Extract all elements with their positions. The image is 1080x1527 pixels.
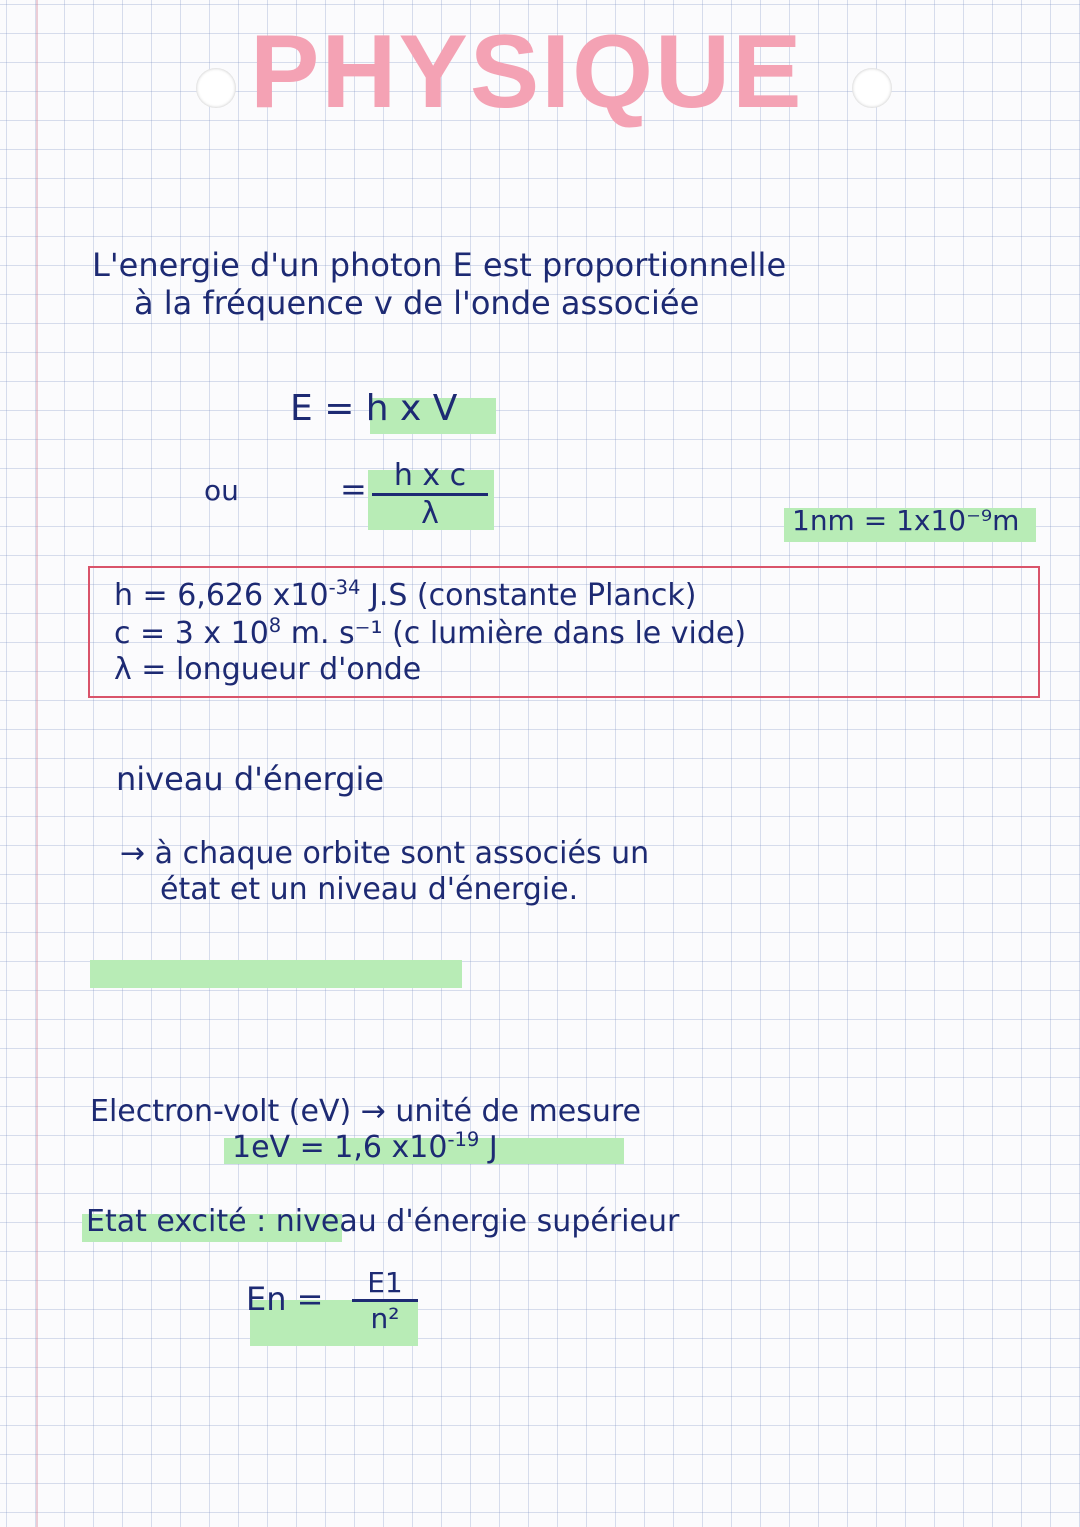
formula-alt-equals: = xyxy=(340,470,367,508)
unit-conversion: 1nm = 1x10⁻⁹m xyxy=(792,504,1020,537)
electron-volt-unit: J xyxy=(479,1130,498,1165)
electron-volt-definition: Electron-volt (eV) → unité de mesure xyxy=(90,1094,642,1129)
constant-c-exponent: 8 xyxy=(268,614,282,637)
page-title: PHYSIQUE xyxy=(250,14,804,130)
formula-alt-label: ou xyxy=(204,474,239,507)
excited-formula-denominator: n² xyxy=(370,1302,400,1335)
excited-definition: : niveau d'énergie supérieur xyxy=(246,1204,680,1239)
intro-line-2: à la fréquence v de l'onde associée xyxy=(134,284,700,322)
constant-c-desc: m. s⁻¹ (c lumière dans le vide) xyxy=(281,616,747,651)
excited-formula-lhs: En = xyxy=(246,1280,324,1318)
energy-level-line-1: → à chaque orbite sont associés un xyxy=(120,836,650,871)
electron-volt-value xyxy=(232,1128,498,1165)
section-energy-level-heading: niveau d'énergie xyxy=(116,760,385,798)
punch-hole-right xyxy=(852,68,892,108)
formula-alt-denominator: λ xyxy=(421,496,439,531)
constant-h xyxy=(114,576,696,613)
highlight-fundamental-term xyxy=(90,960,462,988)
constant-h-exponent: -34 xyxy=(328,576,361,599)
electron-volt-base: 1eV = 1,6 x10 xyxy=(232,1130,448,1165)
constant-lambda: λ = longueur d'onde xyxy=(114,652,422,687)
constant-h-desc: J.S (constante Planck) xyxy=(360,578,697,613)
electron-volt-exponent: -19 xyxy=(447,1128,480,1151)
punch-hole-left xyxy=(196,68,236,108)
excited-term: Etat excité xyxy=(86,1204,247,1239)
constant-c xyxy=(114,614,746,651)
formula-main: E = h x V xyxy=(290,388,458,429)
constant-h-value: h = 6,626 x10 xyxy=(114,578,329,613)
formula-alt-numerator: h x c xyxy=(372,458,488,496)
formula-alt-fraction xyxy=(372,458,488,531)
energy-level-line-2: état et un niveau d'énergie. xyxy=(160,872,579,907)
excited-formula-numerator: E1 xyxy=(352,1266,418,1302)
intro-line-1: L'energie d'un photon E est proportionnelle xyxy=(92,246,787,284)
excited-formula-fraction xyxy=(352,1266,418,1335)
margin-line xyxy=(36,0,38,1527)
excited-line xyxy=(86,1204,679,1239)
constant-c-value: c = 3 x 10 xyxy=(114,616,269,651)
